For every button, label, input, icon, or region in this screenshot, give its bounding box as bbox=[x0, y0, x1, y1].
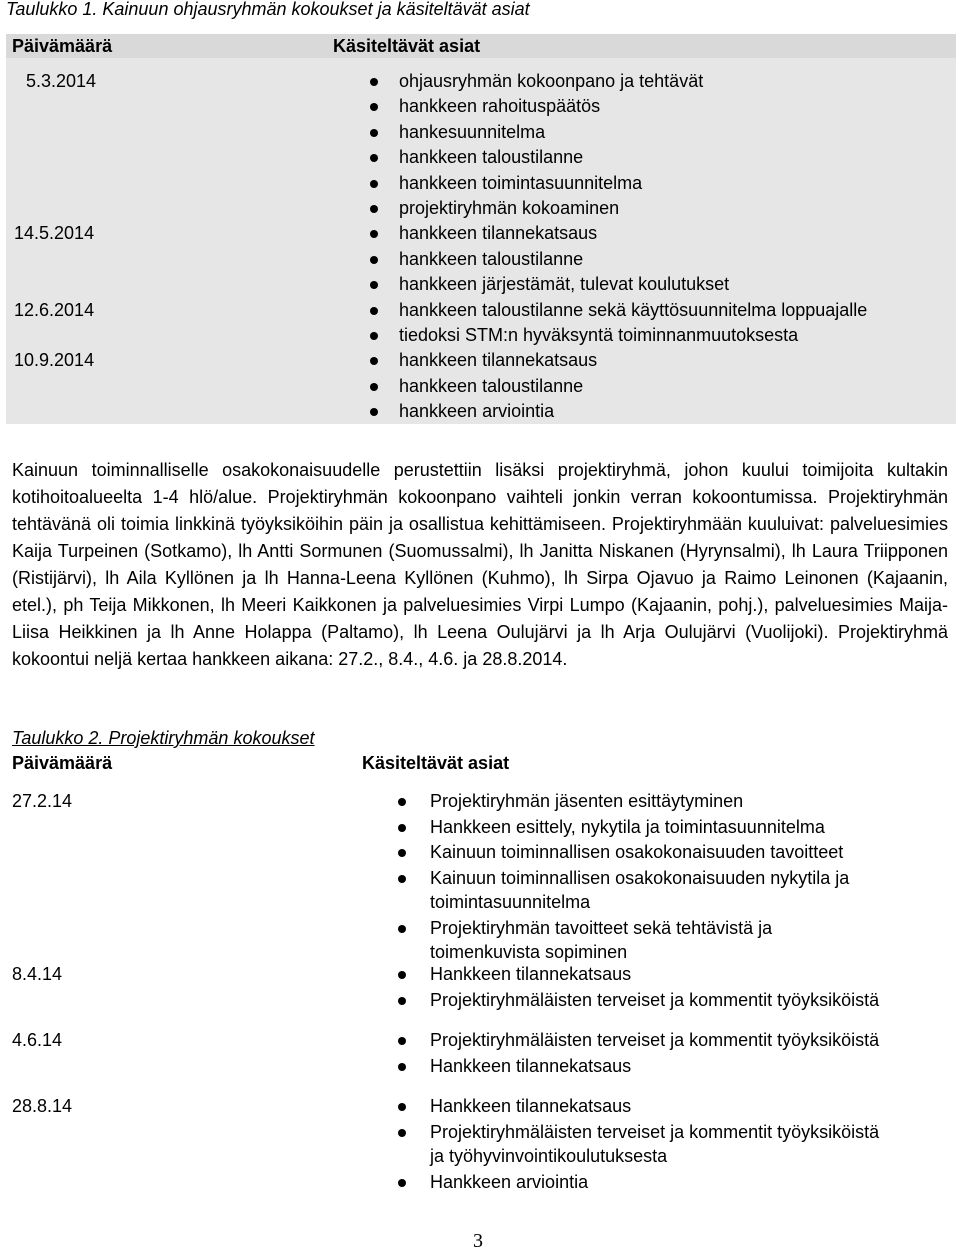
table1-row-item: hankkeen arviointia bbox=[399, 401, 555, 422]
table2-row-item: Hankkeen arviointia bbox=[430, 1171, 589, 1192]
table2-row-item: Kainuun toiminnallisen osakokonaisuuden tavoitteet bbox=[430, 842, 844, 862]
table2-header-items: Käsiteltävät asiat bbox=[362, 753, 510, 773]
bullet-icon bbox=[370, 78, 378, 86]
table1-row-item: hankkeen järjestämät, tulevat koulutukset bbox=[399, 274, 730, 295]
table1-row-item: hankkeen taloustilanne sekä käyttösuunnitelma loppuajalle bbox=[399, 299, 868, 320]
bullet-icon bbox=[398, 971, 406, 979]
bullet-icon bbox=[398, 1179, 406, 1187]
table2-row-item: Projektiryhmäläisten terveiset ja kommentit työyksiköistä bbox=[430, 1030, 880, 1050]
table2-row-item: Projektiryhmän tavoitteet sekä tehtävistä ja bbox=[430, 917, 773, 938]
bullet-icon bbox=[370, 129, 378, 137]
bullet-icon bbox=[398, 798, 406, 806]
table2-row-item: toimenkuvista sopiminen bbox=[430, 942, 628, 962]
bullet-icon bbox=[398, 1103, 406, 1111]
table2-row-item: Projektiryhmän jäsenten esittäytyminen bbox=[430, 791, 744, 811]
bullet-icon bbox=[398, 1037, 406, 1045]
table2-row-item: Hankkeen tilannekatsaus bbox=[430, 1096, 632, 1116]
table1-row-date: 5.3.2014 bbox=[26, 71, 97, 91]
table2-row-item: ja työhyvinvointikoulutuksesta bbox=[430, 1146, 668, 1166]
table2-row-item: Projektiryhmäläisten terveiset ja kommentit työyksiköistä bbox=[430, 1121, 880, 1142]
body-paragraph: Kainuun toiminnalliselle osakokonaisuudelle perustettiin lisäksi projektiryhmä, johon kuului toimijoita kultakin kotihoitoalueelta 1-4 hlö/alue. Projektiryhmän kokoonpano vaihteli jonkin verran kokoontumissa. Projektiryhmän tehtävänä oli toimia linkkinä työyksiköihin päin ja osallistua kehittämiseen. Projektiryhmään kuuluivat: palveluesimies Kaija Turpeinen (Sotkamo), lh Antti Sormunen (Suomussalmi), lh Janitta Niskanen (Hyrynsalmi), lh Laura Triipponen (Ristijärvi), lh Aila Kyllönen ja lh Hanna-Leena Kyllönen (Kuhmo), lh Sirpa Ojavuo ja Raimo Leinonen (Kajaanin, etel.), ph Teija Mikkonen, lh Meeri Kaikkonen ja palveluesimies Virpi Lumpo (Kajaanin, pohj.), palveluesimies Maija-Liisa Heikkinen ja lh Anne Holappa (Paltamo), lh Leena Oulujärvi ja lh Arja Oulujärvi (Vuolijoki). Projektiryhmä kokoontui neljä kertaa hankkeen aikana: 27.2., 8.4., 4.6. ja 28.8.2014. bbox=[12, 460, 948, 669]
table2-row-date: 8.4.14 bbox=[12, 964, 63, 984]
table1-row-item: tiedoksi STM:n hyväksyntä toiminnanmuutoksesta bbox=[399, 325, 799, 345]
table1-row-item: hankkeen toimintasuunnitelma bbox=[399, 172, 643, 193]
table1-row-item: hankkeen tilannekatsaus bbox=[399, 223, 598, 244]
table1-caption: Taulukko 1. Kainuun ohjausryhmän kokoukset ja käsiteltävät asiat bbox=[6, 0, 530, 19]
page-number: 3 bbox=[473, 1230, 483, 1252]
table1-row-item: hankkeen taloustilanne bbox=[399, 248, 584, 269]
table2-caption bbox=[12, 727, 314, 749]
table1-row-item: ohjausryhmän kokoonpano ja tehtävät bbox=[399, 71, 704, 91]
bullet-icon bbox=[370, 205, 378, 213]
table2-row-item: Projektiryhmäläisten terveiset ja kommentit työyksiköistä bbox=[430, 989, 880, 1010]
table2-caption-text: Taulukko 2. Projektiryhmän kokoukset bbox=[12, 728, 315, 748]
table2-header-date: Päivämäärä bbox=[12, 753, 113, 773]
table2-row-item: Hankkeen tilannekatsaus bbox=[430, 964, 632, 984]
table1-row-item: projektiryhmän kokoaminen bbox=[399, 198, 620, 218]
bullet-icon bbox=[398, 1129, 406, 1137]
bullet-icon bbox=[398, 1063, 406, 1071]
bullet-icon bbox=[398, 925, 406, 933]
table2-row-date: 4.6.14 bbox=[12, 1030, 63, 1050]
table1-row-item: hankesuunnitelma bbox=[399, 121, 546, 142]
table2-row-date: 28.8.14 bbox=[12, 1096, 73, 1116]
table1-row-item: hankkeen tilannekatsaus bbox=[399, 350, 598, 371]
table1-row-item: hankkeen rahoituspäätös bbox=[399, 96, 601, 117]
bullet-icon bbox=[398, 875, 406, 883]
table1-row-date: 12.6.2014 bbox=[14, 299, 95, 320]
table1-header-bg bbox=[6, 34, 956, 58]
table2-row-item: toimintasuunnitelma bbox=[430, 892, 591, 912]
table2-row-date: 27.2.14 bbox=[12, 791, 73, 811]
table1-row-date: 14.5.2014 bbox=[14, 223, 95, 244]
table1-row-date: 10.9.2014 bbox=[14, 350, 95, 371]
table1-header-date: Päivämäärä bbox=[12, 36, 113, 56]
table2-row-item: Hankkeen esittely, nykytila ja toimintasuunnitelma bbox=[430, 816, 825, 837]
bullet-icon bbox=[398, 824, 406, 832]
bullet-icon bbox=[398, 997, 406, 1005]
table2-row-item: Kainuun toiminnallisen osakokonaisuuden nykytila ja bbox=[430, 867, 850, 888]
table1-header-items: Käsiteltävät asiat bbox=[333, 36, 481, 56]
bullet-icon bbox=[370, 256, 378, 264]
table1-row-item: hankkeen taloustilanne bbox=[399, 147, 584, 168]
bullet-icon bbox=[370, 383, 378, 391]
bullet-icon bbox=[370, 180, 378, 188]
bullet-icon bbox=[370, 332, 378, 340]
table1-row-item: hankkeen taloustilanne bbox=[399, 375, 584, 396]
bullet-icon bbox=[398, 849, 406, 857]
bullet-icon bbox=[370, 307, 378, 315]
table2-row-item: Hankkeen tilannekatsaus bbox=[430, 1055, 632, 1076]
